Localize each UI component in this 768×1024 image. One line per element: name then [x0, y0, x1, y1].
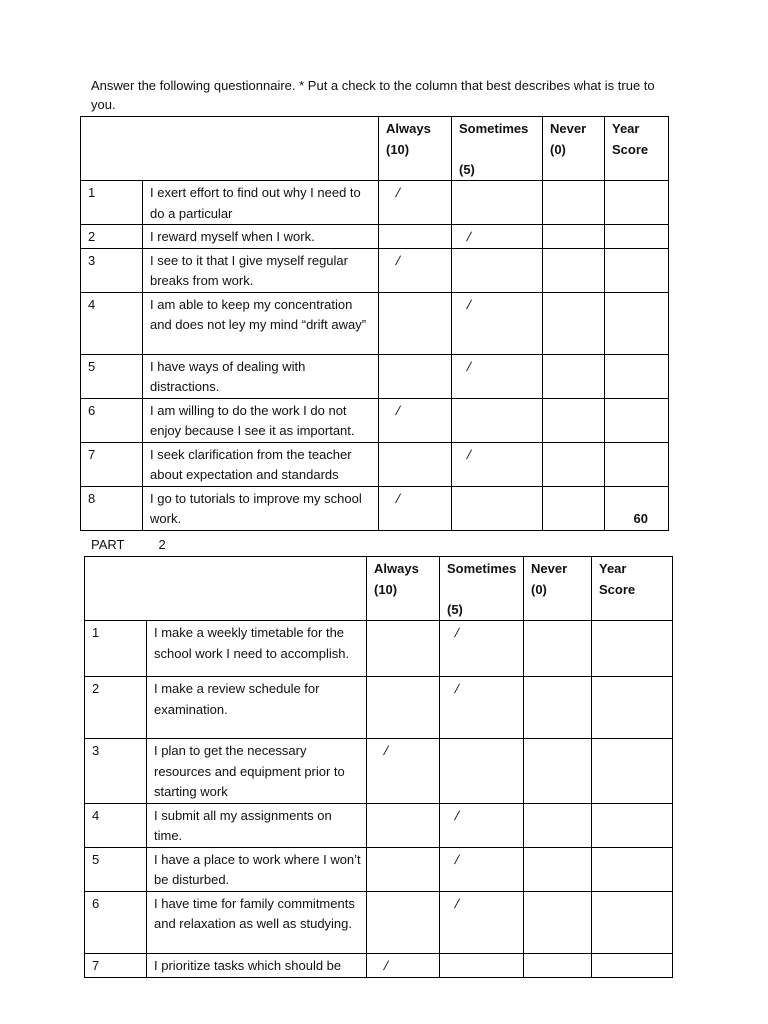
- part-number: 2: [158, 537, 166, 552]
- table-row: [85, 953, 673, 977]
- always-label: Always: [374, 561, 419, 576]
- check-mark: /: [465, 446, 473, 462]
- always-cell[interactable]: [367, 847, 440, 891]
- statement-text: I make a review schedule for examination.: [147, 677, 367, 739]
- statement-text: I exert effort to find out why I need to do a particular: [143, 181, 379, 225]
- year-score-cell[interactable]: [605, 181, 669, 225]
- table-row: [85, 803, 673, 847]
- always-cell[interactable]: [379, 248, 452, 292]
- check-mark: /: [394, 252, 402, 268]
- statement-text: I make a weekly timetable for the school work I need to accomplish.: [147, 621, 367, 677]
- sometimes-cell[interactable]: [452, 248, 543, 292]
- sometimes-label: Sometimes: [459, 121, 529, 136]
- sometimes-cell[interactable]: [452, 398, 543, 442]
- year-score-cell[interactable]: [605, 442, 669, 486]
- always-cell[interactable]: [379, 181, 452, 225]
- check-mark: /: [394, 490, 402, 506]
- part-word: PART: [91, 537, 125, 552]
- never-cell[interactable]: [524, 739, 592, 804]
- never-cell[interactable]: [543, 354, 605, 398]
- year-score-header: [605, 117, 669, 181]
- part1-header-row: [81, 117, 669, 181]
- sometimes-cell[interactable]: [452, 442, 543, 486]
- always-cell[interactable]: [367, 739, 440, 804]
- sometimes-cell[interactable]: [452, 486, 543, 530]
- statement-text: I am able to keep my concentration and does not ley my mind “drift away”: [143, 292, 379, 354]
- always-cell[interactable]: [379, 486, 452, 530]
- sometimes-cell[interactable]: [440, 847, 524, 891]
- never-cell[interactable]: [543, 486, 605, 530]
- statement-text: I submit all my assignments on time.: [147, 803, 367, 847]
- year-score-cell[interactable]: [592, 891, 673, 953]
- row-number: 7: [81, 442, 143, 486]
- table-row: [81, 292, 669, 354]
- sometimes-cell[interactable]: [452, 225, 543, 249]
- year-score-cell[interactable]: [605, 292, 669, 354]
- sometimes-cell[interactable]: [440, 677, 524, 739]
- part2-body: [85, 557, 673, 978]
- never-cell[interactable]: [543, 442, 605, 486]
- part2-table: [84, 556, 673, 978]
- never-cell[interactable]: [543, 225, 605, 249]
- table-row: [81, 354, 669, 398]
- never-cell[interactable]: [524, 677, 592, 739]
- sometimes-cell[interactable]: [452, 354, 543, 398]
- always-cell[interactable]: [379, 442, 452, 486]
- check-mark: /: [394, 402, 402, 418]
- part1-body: [81, 117, 669, 531]
- sometimes-cell[interactable]: [440, 891, 524, 953]
- table-row: [81, 442, 669, 486]
- always-points: (10): [374, 581, 398, 597]
- never-cell[interactable]: [524, 847, 592, 891]
- table-row: [85, 739, 673, 804]
- part2-header-row: [85, 557, 673, 621]
- table-row: [85, 677, 673, 739]
- row-number: 7: [85, 953, 147, 977]
- row-number: 1: [81, 181, 143, 225]
- row-number: 2: [85, 677, 147, 739]
- always-header: [379, 117, 452, 181]
- year-label: Year: [612, 121, 640, 136]
- table-row: [85, 847, 673, 891]
- check-mark: /: [382, 743, 390, 758]
- questionnaire-instructions: Answer the following questionnaire. * Put a check to the column that best describes what is true to you.: [91, 78, 655, 112]
- never-cell[interactable]: [524, 891, 592, 953]
- check-mark: /: [453, 807, 461, 823]
- score-label: Score: [599, 581, 636, 597]
- statement-text: I go to tutorials to improve my school work.: [143, 486, 379, 530]
- never-cell[interactable]: [543, 292, 605, 354]
- statement-text: I seek clarification from the teacher about expectation and standards: [143, 442, 379, 486]
- check-mark: /: [465, 229, 473, 244]
- always-cell[interactable]: [367, 621, 440, 677]
- statement-text: I see to it that I give myself regular breaks from work.: [143, 248, 379, 292]
- sometimes-cell[interactable]: [440, 953, 524, 977]
- table-row: [81, 181, 669, 225]
- never-cell[interactable]: [524, 621, 592, 677]
- never-header: [543, 117, 605, 181]
- row-number: 6: [85, 891, 147, 953]
- table-row: [85, 891, 673, 953]
- always-label: Always: [386, 121, 431, 136]
- year-score-total[interactable]: 60: [605, 486, 669, 530]
- sometimes-cell[interactable]: [452, 181, 543, 225]
- table-row: [81, 486, 669, 530]
- check-mark: /: [465, 296, 473, 312]
- row-number: 8: [81, 486, 143, 530]
- check-mark: /: [465, 358, 473, 374]
- always-points: (10): [386, 141, 410, 157]
- row-number: 1: [85, 621, 147, 677]
- sometimes-points: (5): [447, 601, 463, 617]
- sometimes-header: [440, 557, 524, 621]
- table-row: [81, 248, 669, 292]
- statement-text: I have ways of dealing with distractions.: [143, 354, 379, 398]
- statement-text: I have a place to work where I won’t be disturbed.: [147, 847, 367, 891]
- row-number: 3: [85, 739, 147, 804]
- never-label: Never: [550, 121, 587, 136]
- row-number: 3: [81, 248, 143, 292]
- never-cell[interactable]: [543, 181, 605, 225]
- statement-text: I plan to get the necessary resources and equipment prior to starting work: [147, 739, 367, 804]
- sometimes-header: [452, 117, 543, 181]
- year-score-cell[interactable]: [592, 803, 673, 847]
- always-cell[interactable]: [379, 354, 452, 398]
- row-number: 4: [81, 292, 143, 354]
- statement-text: I am willing to do the work I do not enjoy because I see it as important.: [143, 398, 379, 442]
- check-mark: /: [453, 851, 461, 867]
- part2-label: [91, 537, 166, 552]
- sometimes-label: Sometimes: [447, 561, 517, 576]
- year-score-cell[interactable]: [592, 953, 673, 977]
- never-points: (0): [550, 141, 566, 157]
- year-score-header: [592, 557, 673, 621]
- check-mark: /: [453, 625, 461, 640]
- score-label: Score: [612, 141, 649, 157]
- table-row: [81, 225, 669, 249]
- sometimes-cell[interactable]: [452, 292, 543, 354]
- always-cell[interactable]: [367, 803, 440, 847]
- year-score-cell[interactable]: [605, 354, 669, 398]
- header-blank-cell: [81, 117, 379, 181]
- year-score-cell[interactable]: [592, 739, 673, 804]
- never-cell[interactable]: [543, 248, 605, 292]
- always-cell[interactable]: [379, 398, 452, 442]
- row-number: 2: [81, 225, 143, 249]
- year-score-cell[interactable]: [605, 398, 669, 442]
- never-label: Never: [531, 561, 568, 576]
- check-mark: /: [394, 185, 402, 200]
- part1-table: [80, 116, 669, 531]
- sometimes-points: (5): [459, 161, 475, 177]
- never-cell[interactable]: [543, 398, 605, 442]
- check-mark: /: [382, 957, 390, 973]
- year-score-cell[interactable]: [605, 248, 669, 292]
- row-number: 5: [81, 354, 143, 398]
- statement-text: I prioritize tasks which should be: [147, 953, 367, 977]
- never-header: [524, 557, 592, 621]
- year-score-cell[interactable]: [592, 677, 673, 739]
- table-row: [81, 398, 669, 442]
- statement-text: I have time for family commitments and relaxation as well as studying.: [147, 891, 367, 953]
- always-cell[interactable]: [367, 953, 440, 977]
- header-blank-cell: [85, 557, 367, 621]
- sometimes-cell[interactable]: [440, 739, 524, 804]
- always-cell[interactable]: [379, 292, 452, 354]
- row-number: 4: [85, 803, 147, 847]
- statement-text: I reward myself when I work.: [143, 225, 379, 249]
- check-mark: /: [453, 681, 461, 696]
- row-number: 5: [85, 847, 147, 891]
- table-row: [85, 621, 673, 677]
- always-header: [367, 557, 440, 621]
- sometimes-cell[interactable]: [440, 803, 524, 847]
- year-label: Year: [599, 561, 627, 576]
- year-score-cell[interactable]: [605, 225, 669, 249]
- row-number: 6: [81, 398, 143, 442]
- never-cell[interactable]: [524, 803, 592, 847]
- year-score-cell[interactable]: [592, 621, 673, 677]
- year-score-cell[interactable]: [592, 847, 673, 891]
- sometimes-cell[interactable]: [440, 621, 524, 677]
- never-points: (0): [531, 581, 547, 597]
- always-cell[interactable]: [379, 225, 452, 249]
- never-cell[interactable]: [524, 953, 592, 977]
- always-cell[interactable]: [367, 677, 440, 739]
- always-cell[interactable]: [367, 891, 440, 953]
- check-mark: /: [453, 895, 461, 911]
